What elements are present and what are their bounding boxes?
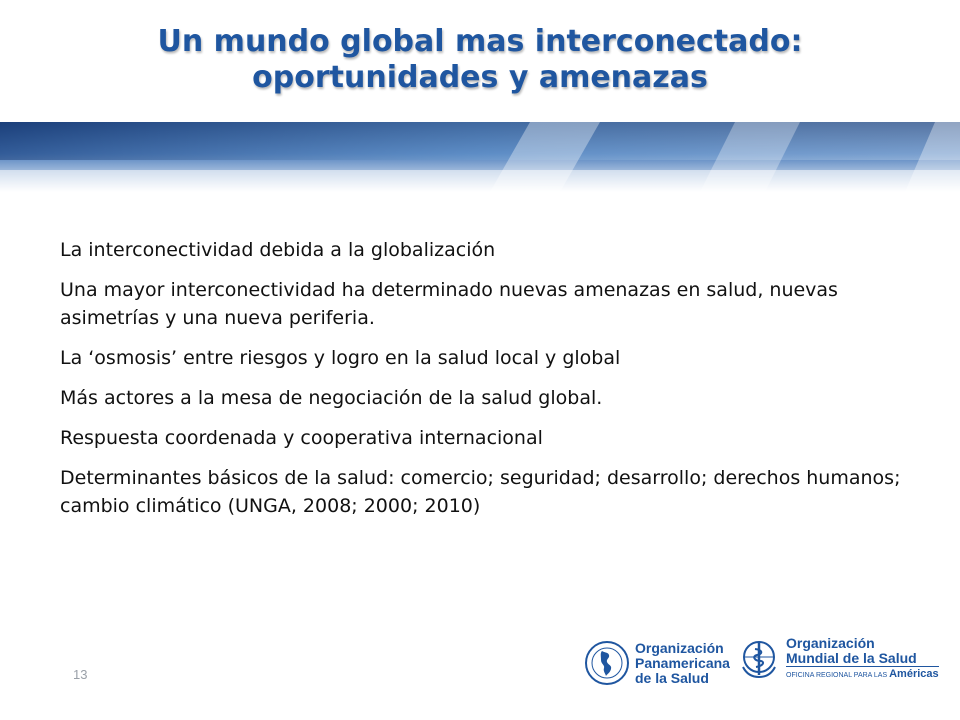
opas-emblem-icon (584, 640, 630, 686)
opas-logo-text (635, 641, 730, 686)
content-paragraph: Una mayor interconectividad ha determinado nuevas amenazas en salud, nuevas asimetrías y una nueva periferia. (60, 279, 838, 329)
opas-logo (584, 640, 730, 686)
oms-regional-office (786, 666, 939, 681)
title-line-1: Un mundo global mas interconectado: (157, 24, 803, 59)
title-line-2: oportunidades y amenazas (252, 60, 708, 95)
oms-line-2: Mundial de la Salud (786, 650, 917, 666)
content-paragraph: Determinantes básicos de la salud: comercio; seguridad; desarrollo; derechos humanos; cambio climático (UNGA, 2008; 2000; 2010) (60, 467, 901, 517)
content-paragraph: La interconectividad debida a la globalización (60, 239, 496, 261)
slide-title (0, 24, 960, 96)
who-emblem-icon (737, 637, 781, 681)
oms-logo (737, 636, 939, 681)
page-number: 13 (73, 667, 88, 682)
oms-sub-prefix: OFICINA REGIONAL PARA LAS (786, 672, 888, 679)
decorative-banner (0, 122, 960, 192)
oms-logo-text (786, 636, 939, 681)
oms-sub-region: Américas (889, 668, 939, 680)
content-paragraph: Respuesta coordenada y cooperativa internacional (60, 427, 543, 449)
content-paragraph: Más actores a la mesa de negociación de la salud global. (60, 387, 603, 409)
opas-line-1: Organización (635, 639, 724, 656)
opas-line-3: de la Salud (635, 669, 709, 686)
oms-line-1: Organización (786, 635, 875, 651)
opas-line-2: Panamericana (635, 654, 730, 671)
content-paragraph: La ‘osmosis’ entre riesgos y logro en la salud local y global (60, 347, 621, 369)
content-body (60, 236, 930, 532)
